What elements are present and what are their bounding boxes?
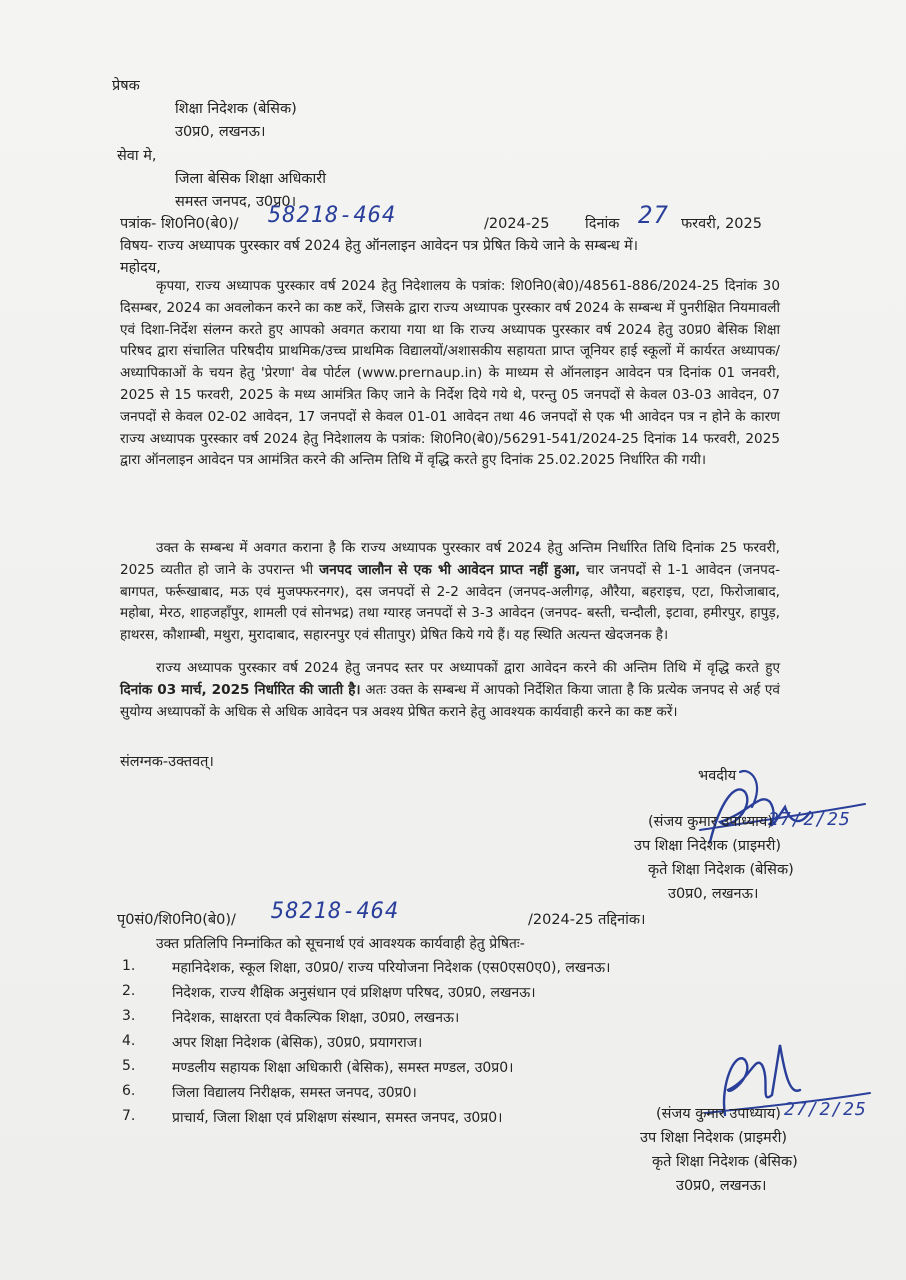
body-paragraph-2: [120, 538, 780, 647]
body-paragraph-2-text-b: चार जनपदों से 1-1 आवेदन (जनपद- बागपत, फर्रूखाबाद, मऊ एवं मुजफ्फरनगर), दस जनपदों से 2-2 आवेदन (जनपद-अलीगढ़, औरैया, बहराइच, एटा, फिरोजाबाद, महोबा, मेरठ, शाहजहाँपुर, शामली एवं सोनभद्र) तथा ग्यारह जनपदों से 3-3 आवेदन (जनपद- बस्ती, चन्दौली, इटावा, हमीरपुर, हापुड़, हाथरस, कौशाम्बी, मथुरा, मुरादाबाद, सहारनपुर एवं सीतापुर) प्रेषित किये गये हैं। यह स्थिति अत्यन्त खेदजनक है।: [120, 561, 780, 644]
signature1-name: (संजय कुमार उपाध्याय): [648, 814, 773, 830]
reference-prefix: पत्रांक- शि0नि0(बे0)/: [120, 216, 239, 232]
copy-item-number: 1.: [122, 958, 136, 974]
body-paragraph-1: [120, 276, 780, 472]
recipient-line2: समस्त जनपद, उ0प्र0।: [175, 194, 297, 210]
reference-date-label: दिनांक: [585, 216, 620, 232]
copy-reference-suffix: /2024-25 तद्दिनांक।: [528, 912, 646, 928]
reference-year: /2024-25: [484, 216, 550, 232]
body-paragraph-2-text-a: उक्त के सम्बन्ध में अवगत कराना है कि राज्य अध्यापक पुरस्कार वर्ष 2024 हेतु अन्तिम निर्धारित तिथि दिनांक 25 फरवरी, 2025 व्यतीत हो जाने के उपरान्त भी: [120, 540, 780, 578]
signature1-place: उ0प्र0, लखनऊ।: [668, 886, 759, 902]
sender-label: प्रेषक: [112, 78, 140, 94]
copy-item-text: अपर शिक्षा निदेशक (बेसिक), उ0प्र0, प्रयागराज।: [172, 1035, 423, 1051]
sender-line1: शिक्षा निदेशक (बेसिक): [175, 101, 297, 117]
copy-item-text: निदेशक, राज्य शैक्षिक अनुसंधान एवं प्रशिक्षण परिषद, उ0प्र0, लखनऊ।: [172, 985, 536, 1001]
body-paragraph-2-bold: जनपद जालौन से एक भी आवेदन प्राप्त नहीं हुआ,: [319, 561, 581, 578]
signature2-date-handwritten: 27/2/25: [784, 1099, 867, 1120]
body-paragraph-3-text-a: राज्य अध्यापक पुरस्कार वर्ष 2024 हेतु जनपद स्तर पर अध्यापकों द्वारा आवेदन करने की अन्तिम तिथि में वृद्धि करते हुए: [156, 660, 780, 676]
copy-item-number: 2.: [122, 983, 136, 999]
sender-line2: उ0प्र0, लखनऊ।: [175, 124, 266, 140]
signature2-designation: उप शिक्षा निदेशक (प्राइमरी): [640, 1130, 788, 1146]
salutation: महोदय,: [120, 260, 161, 276]
copy-item-text: प्राचार्य, जिला शिक्षा एवं प्रशिक्षण संस्थान, समस्त जनपद, उ0प्र0।: [172, 1110, 503, 1126]
subject-line: विषय- राज्य अध्यापक पुरस्कार वर्ष 2024 हेतु ऑनलाइन आवेदन पत्र प्रेषित किये जाने के सम्बन्ध में।: [120, 238, 639, 254]
copy-item-number: 3.: [122, 1008, 136, 1024]
recipient-label: सेवा मे,: [117, 148, 157, 164]
copy-item-number: 6.: [122, 1083, 136, 1099]
signature1-on-behalf: कृते शिक्षा निदेशक (बेसिक): [648, 862, 794, 878]
body-paragraph-3-bold: दिनांक 03 मार्च, 2025 निर्धारित की जाती है।: [120, 681, 361, 698]
body-paragraph-3-text-b: अतः उक्त के सम्बन्ध में आपको निर्देशित किया जाता है कि प्रत्येक जनपद से अर्ह एवं सुयोग्य अध्यापकों के अधिक से अधिक आवेदन पत्र अवश्य प्रेषित कराने हेतु आवश्यक कार्यवाही करने का कष्ट करें।: [120, 681, 780, 720]
enclosure-note: संलग्नक-उक्तवत्।: [120, 754, 214, 770]
signature1-closing: भवदीय: [698, 768, 737, 784]
recipient-line1: जिला बेसिक शिक्षा अधिकारी: [175, 171, 326, 187]
reference-date-handwritten: 27: [638, 201, 669, 229]
copy-item-number: 5.: [122, 1058, 136, 1074]
copy-item-number: 4.: [122, 1033, 136, 1049]
copy-item-text: महानिदेशक, स्कूल शिक्षा, उ0प्र0/ राज्य परियोजना निदेशक (एस0एस0ए0), लखनऊ।: [172, 960, 611, 976]
copy-intro: उक्त प्रतिलिपि निम्नांकित को सूचनार्थ एवं आवश्यक कार्यवाही हेतु प्रेषितः-: [156, 936, 525, 952]
reference-number-handwritten: 58218-464: [268, 203, 397, 228]
signature2-place: उ0प्र0, लखनऊ।: [676, 1178, 767, 1194]
copy-item-text: जिला विद्यालय निरीक्षक, समस्त जनपद, उ0प्र0।: [172, 1085, 417, 1101]
signature2-name: (संजय कुमार उपाध्याय): [656, 1106, 781, 1122]
body-paragraph-1-text: कृपया, राज्य अध्यापक पुरस्कार वर्ष 2024 हेतु निदेशालय के पत्रांक: शि0नि0(बे0)/48561-886/2024-25 दिनांक 30 दिसम्बर, 2024 का अवलोकन करने का कष्ट करें, जिसके द्वारा राज्य अध्यापक पुरस्कार वर्ष 2024 के सम्बन्ध में पुनरीक्षित नियमावली एवं दिशा-निर्देश संलग्न करते हुए आपको अवगत कराया गया था कि राज्य अध्यापक पुरस्कार वर्ष 2024 हेतु उ0प्र0 बेसिक शिक्षा परिषद द्वारा संचालित परिषदीय प्राथमिक/उच्च प्राथमिक विद्यालयों/अशासकीय सहायता प्राप्त जूनियर हाई स्कूलों में कार्यरत अध्यापक/अध्यापिकाओं के चयन हेतु 'प्रेरणा' वेब पोर्टल (www.prernaup.in) के माध्यम से ऑनलाइन आवेदन पत्र दिनांक 01 जनवरी, 2025 से 15 फरवरी, 2025 के मध्य आमंत्रित किए जाने के निर्देश दिये गये थे, परन्तु 05 जनपदों से केवल 03-03 आवेदन, 07 जनपदों से केवल 02-02 आवेदन, 17 जनपदों से केवल 01-01 आवेदन तथा 46 जनपदों से एक भी आवेदन पत्र न होने के कारण राज्य अध्यापक पुरस्कार वर्ष 2024 हेतु निदेशालय के पत्रांक: शि0नि0(बे0)/56291-541/2024-25 दिनांक 14 फरवरी, 2025 द्वारा ऑनलाइन आवेदन पत्र आमंत्रित करने की अन्तिम तिथि में वृद्धि करते हुए दिनांक 25.02.2025 निर्धारित की गयी।: [120, 278, 780, 469]
copy-reference-number-handwritten: 58218-464: [271, 899, 400, 924]
copy-item-text: मण्डलीय सहायक शिक्षा अधिकारी (बेसिक), समस्त मण्डल, उ0प्र0।: [172, 1060, 514, 1076]
body-paragraph-3: [120, 658, 780, 723]
signature1-designation: उप शिक्षा निदेशक (प्राइमरी): [634, 838, 782, 854]
signature2-on-behalf: कृते शिक्षा निदेशक (बेसिक): [652, 1154, 798, 1170]
copy-item-number: 7.: [122, 1108, 136, 1124]
signature1-date-handwritten: 27/2/25: [768, 809, 851, 830]
copy-item-text: निदेशक, साक्षरता एवं वैकल्पिक शिक्षा, उ0प्र0, लखनऊ।: [172, 1010, 460, 1026]
copy-reference-prefix: पृ0सं0/शि0नि0(बे0)/: [117, 912, 236, 928]
reference-date-rest: फरवरी, 2025: [681, 216, 762, 232]
